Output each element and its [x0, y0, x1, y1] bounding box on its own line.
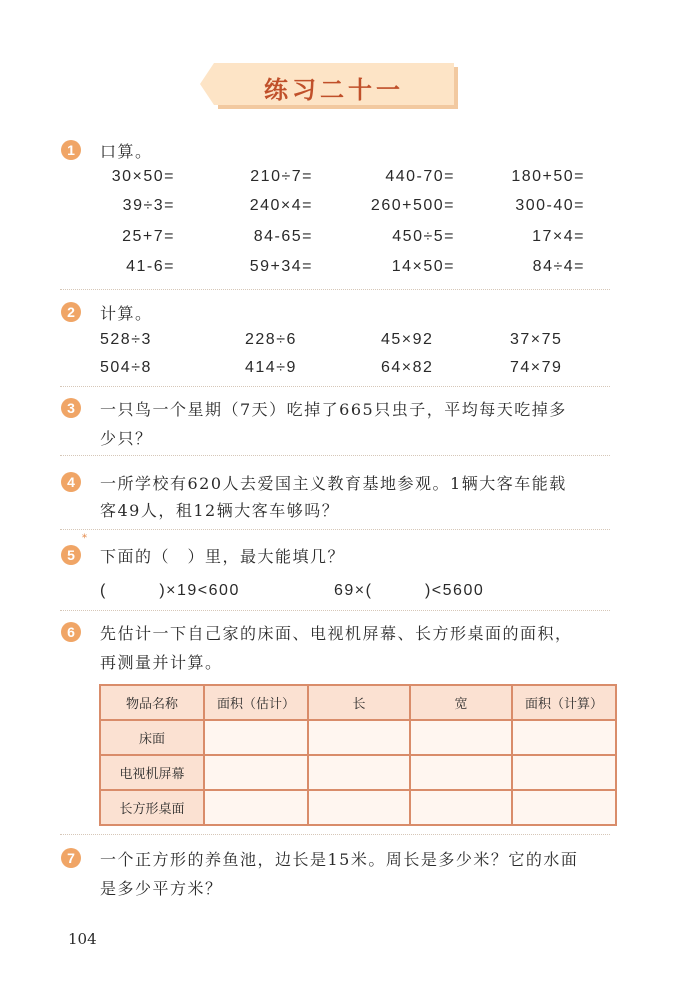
table-cell [204, 720, 308, 755]
row-label: 床面 [100, 720, 204, 755]
calculation-expression: 74×79 [510, 359, 563, 376]
problem-6-line-1: 先估计一下自己家的床面、电视机屏幕、长方形桌面的面积， [100, 624, 573, 643]
row-label: 电视机屏幕 [100, 755, 204, 790]
divider [60, 529, 610, 530]
calculation-expression: 37×75 [510, 331, 563, 348]
header-cell: 面积（估计） [204, 685, 308, 720]
divider [60, 834, 610, 835]
table-cell [512, 755, 616, 790]
mental-math-equation: 210÷7= [250, 168, 313, 185]
calculation-expression: 504÷8 [100, 359, 152, 376]
table-cell [512, 720, 616, 755]
page-title: 练习二十一 [264, 75, 404, 104]
problem-number-7: 7 [61, 848, 81, 868]
mental-math-equation: 25+7= [122, 228, 175, 245]
mental-math-equation: 260+500= [370, 197, 455, 214]
mental-math-equation: 41-6= [126, 258, 175, 275]
problem-7-line-1: 一个正方形的养鱼池，边长是15米。周长是多少米？它的水面 [100, 850, 579, 869]
table-row [100, 720, 616, 755]
problem-4-line-2: 客49人，租12辆大客车够吗？ [100, 501, 340, 520]
header-cell: 宽 [410, 685, 512, 720]
problem-2-label: 计算。 [100, 304, 153, 323]
row-label: 长方形桌面 [100, 790, 204, 825]
page-number: 104 [68, 930, 97, 948]
calculation-expression: 64×82 [381, 359, 434, 376]
header-cell: 面积（计算） [512, 685, 616, 720]
challenge-star: * [82, 533, 87, 544]
table-cell [308, 755, 410, 790]
table-cell [308, 720, 410, 755]
calculation-expression: 45×92 [381, 331, 434, 348]
mental-math-equation: 450÷5= [392, 228, 455, 245]
table-cell [308, 790, 410, 825]
table-cell [204, 755, 308, 790]
table-row [100, 790, 616, 825]
divider [60, 289, 610, 290]
table-cell [512, 790, 616, 825]
mental-math-equation: 240×4= [249, 197, 313, 214]
table-cell [410, 790, 512, 825]
header-cell: 物品名称 [100, 685, 204, 720]
problem-3-line-1: 一只鸟一个星期（7天）吃掉了665只虫子，平均每天吃掉多 [100, 400, 567, 419]
calculation-expression: 528÷3 [100, 331, 152, 348]
problem-number-1: 1 [61, 140, 81, 160]
mental-math-equation: 84-65= [253, 228, 313, 245]
mental-math-equation: 180+50= [511, 168, 585, 185]
problem-number-3: 3 [61, 398, 81, 418]
calculation-expression: 228÷6 [245, 331, 297, 348]
table-cell [410, 755, 512, 790]
measurement-table [99, 684, 617, 826]
mental-math-equation: 59+34= [249, 258, 313, 275]
problem-3-line-2: 少只？ [100, 429, 153, 448]
problem-6-line-2: 再测量并计算。 [100, 653, 223, 672]
mental-math-equation: 84÷4= [532, 258, 585, 275]
mental-math-equation: 30×50= [111, 168, 175, 185]
mental-math-equation: 14×50= [391, 258, 455, 275]
problem-number-2: 2 [61, 302, 81, 322]
header-cell: 长 [308, 685, 410, 720]
mental-math-equation: 300-40= [515, 197, 585, 214]
table-row [100, 755, 616, 790]
problem-number-5: 5 [61, 545, 81, 565]
divider [60, 455, 610, 456]
problem-7-line-2: 是多少平方米？ [100, 879, 223, 898]
mental-math-equation: 39÷3= [122, 197, 175, 214]
problem-5-inequality-b: 69×( )<5600 [334, 582, 485, 599]
problem-1-label: 口算。 [100, 142, 153, 161]
table-header-row [100, 685, 616, 720]
problem-number-6: 6 [61, 622, 81, 642]
problem-number-4: 4 [61, 472, 81, 492]
divider [60, 386, 610, 387]
table-cell [410, 720, 512, 755]
problem-5-inequality-a: ( )×19<600 [100, 582, 240, 599]
mental-math-equation: 440-70= [385, 168, 455, 185]
problem-5-line-1: 下面的（ ）里，最大能填几？ [100, 547, 346, 566]
mental-math-equation: 17×4= [532, 228, 585, 245]
table-cell [204, 790, 308, 825]
title-banner [214, 63, 454, 105]
problem-4-line-1: 一所学校有620人去爱国主义教育基地参观。1辆大客车能载 [100, 474, 567, 493]
divider [60, 610, 610, 611]
calculation-expression: 414÷9 [245, 359, 297, 376]
